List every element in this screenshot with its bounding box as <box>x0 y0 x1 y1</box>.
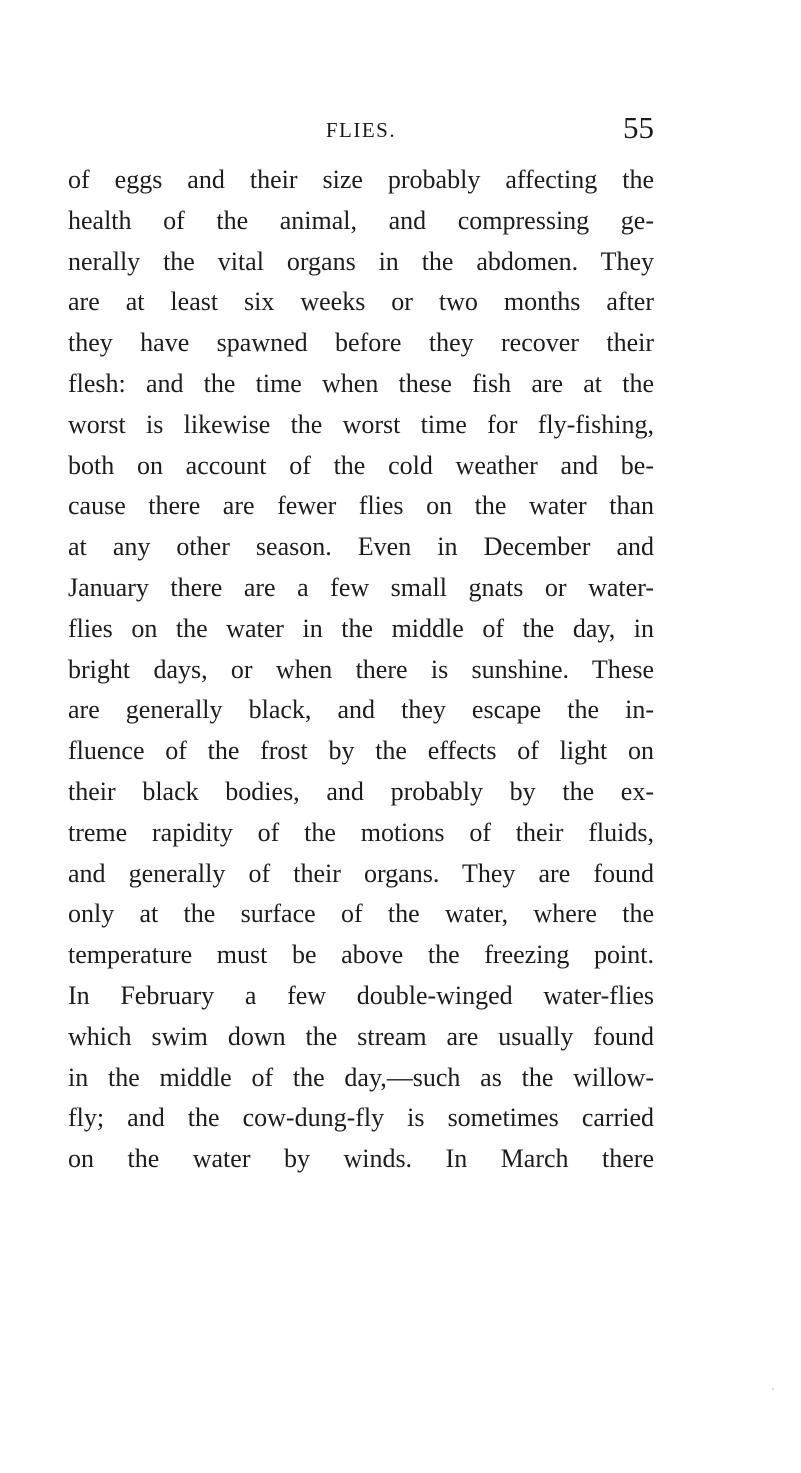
text-line: worst is likewise the worst time for fly-fishing, <box>68 409 654 439</box>
text-line: are at least six weeks or two months after <box>68 287 654 317</box>
text-line: nerally the vital organs in the abdomen. They <box>68 246 654 276</box>
text-line: they have spawned before they recover their <box>68 328 654 358</box>
text-line: their black bodies, and probably by the ex- <box>68 776 654 806</box>
text-line: flies on the water in the middle of the day, in <box>68 613 654 643</box>
running-head: FLIES. <box>325 118 397 142</box>
text-line: both on account of the cold weather and be- <box>68 450 654 480</box>
text-line: only at the surface of the water, where the <box>68 899 654 929</box>
paper-speck <box>772 1388 774 1390</box>
text-line: January there are a few small gnats or water- <box>68 572 654 602</box>
text-line: health of the animal, and compressing ge- <box>68 205 654 235</box>
page-number: 55 <box>623 110 654 145</box>
text-line: In February a few double-winged water-flies <box>68 980 654 1010</box>
text-line: fluence of the frost by the effects of light on <box>68 736 654 766</box>
page-header <box>68 110 654 154</box>
text-line: are generally black, and they escape the in- <box>68 695 654 725</box>
text-line: treme rapidity of the motions of their fluids, <box>68 817 654 847</box>
text-line: of eggs and their size probably affecting the <box>68 165 654 194</box>
text-line: temperature must be above the freezing point. <box>68 940 654 970</box>
text-line: bright days, or when there is sunshine. These <box>68 654 654 684</box>
text-line: cause there are fewer flies on the water than <box>68 491 654 521</box>
text-line: and generally of their organs. They are found <box>68 858 654 888</box>
text-line: on the water by winds. In March there <box>68 1144 654 1174</box>
text-line: which swim down the stream are usually found <box>68 1021 654 1051</box>
text-line: flesh: and the time when these fish are at the <box>68 368 654 398</box>
text-line: in the middle of the day,—such as the willow- <box>68 1062 654 1092</box>
text-line: fly; and the cow-dung-fly is sometimes carried <box>68 1103 654 1133</box>
text-line: at any other season. Even in December and <box>68 532 654 562</box>
body-text <box>68 160 654 1180</box>
